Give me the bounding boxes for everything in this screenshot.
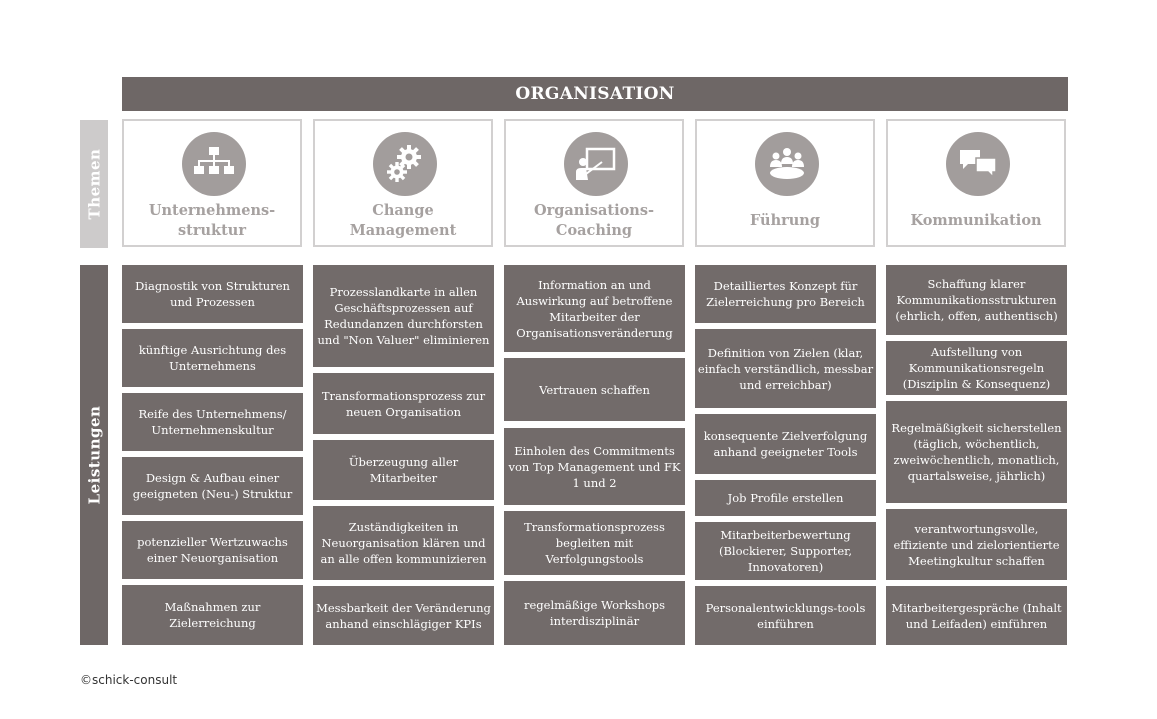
service-cell: Reife des Unternehmens/ Unternehmenskultur bbox=[122, 393, 303, 451]
service-cell: Aufstellung von Kommunikationsregeln (Disziplin & Konsequenz) bbox=[886, 341, 1067, 395]
speech-bubbles-icon bbox=[946, 132, 1010, 196]
header-title: ORGANISATION bbox=[515, 84, 675, 104]
service-cell: Job Profile erstellen bbox=[695, 480, 876, 516]
theme-unternehmensstruktur bbox=[122, 119, 302, 247]
service-cell: Messbarkeit der Veränderung anhand einschlägiger KPIs bbox=[313, 586, 494, 645]
theme-organisations-coaching bbox=[504, 119, 684, 247]
service-cell: potenzieller Wertzuwachs einer Neuorganisation bbox=[122, 521, 303, 579]
service-cell: Information an und Auswirkung auf betroffene Mitarbeiter der Organisationsveränderung bbox=[504, 265, 685, 352]
service-cell: verantwortungsvolle, effiziente und zielorientierte Meetingkultur schaffen bbox=[886, 509, 1067, 580]
service-cell: Prozesslandkarte in allen Geschäftsprozessen auf Redundanzen durchforsten und "Non Valuer" eliminieren bbox=[313, 265, 494, 367]
theme-kommunikation bbox=[886, 119, 1066, 247]
theme-label: Organisations- Coaching bbox=[533, 202, 654, 239]
service-cell: Mitarbeiterbewertung (Blockierer, Supporter, Innovatoren) bbox=[695, 522, 876, 580]
theme-label: Führung bbox=[750, 212, 820, 229]
service-cell: regelmäßige Workshops interdisziplinär bbox=[504, 581, 685, 645]
service-cell: konsequente Zielverfolgung anhand geeigneter Tools bbox=[695, 414, 876, 474]
service-cell: Diagnostik von Strukturen und Prozessen bbox=[122, 265, 303, 323]
leistungen-side-label bbox=[80, 265, 108, 645]
service-cell: künftige Ausrichtung des Unternehmens bbox=[122, 329, 303, 387]
themen-side-label bbox=[80, 120, 108, 248]
leistungen-label: Leistungen bbox=[85, 405, 104, 505]
presentation-icon bbox=[564, 132, 628, 196]
themen-label: Themen bbox=[85, 148, 103, 220]
service-cell: Transformationsprozess begleiten mit Verfolgungstools bbox=[504, 511, 685, 575]
theme-label: Kommunikation bbox=[910, 212, 1042, 229]
service-cell: Mitarbeitergespräche (Inhalt und Leifaden) einführen bbox=[886, 586, 1067, 645]
theme-change-management bbox=[313, 119, 493, 247]
organisation-header bbox=[122, 77, 1068, 111]
service-cell: Personalentwicklungs-tools einführen bbox=[695, 586, 876, 645]
service-cell: Einholen des Commitments von Top Management und FK 1 und 2 bbox=[504, 428, 685, 505]
service-cell: Schaffung klarer Kommunikationsstrukturen (ehrlich, offen, authentisch) bbox=[886, 265, 1067, 335]
service-cell: Transformationsprozess zur neuen Organisation bbox=[313, 373, 494, 434]
gears-icon bbox=[373, 132, 437, 196]
service-cell: Maßnahmen zur Zielerreichung bbox=[122, 585, 303, 645]
service-cell: Zuständigkeiten in Neuorganisation klären und an alle offen kommunizieren bbox=[313, 506, 494, 580]
theme-label: Change Management bbox=[349, 202, 457, 239]
service-cell: Überzeugung aller Mitarbeiter bbox=[313, 440, 494, 500]
theme-fuehrung bbox=[695, 119, 875, 247]
service-cell: Regelmäßigkeit sicherstellen (täglich, wöchentlich, zweiwöchentlich, monatlich, quartalsweise, jährlich) bbox=[886, 401, 1067, 503]
team-meeting-icon bbox=[755, 132, 819, 196]
service-cell: Design & Aufbau einer geeigneten (Neu-) Struktur bbox=[122, 457, 303, 515]
org-chart-icon bbox=[182, 132, 246, 196]
service-cell: Detailliertes Konzept für Zielerreichung pro Bereich bbox=[695, 265, 876, 323]
theme-label: Unternehmens- struktur bbox=[148, 202, 276, 239]
service-cell: Vertrauen schaffen bbox=[504, 358, 685, 421]
service-cell: Definition von Zielen (klar, einfach verständlich, messbar und erreichbar) bbox=[695, 329, 876, 408]
copyright-text: ©schick-consult bbox=[80, 673, 178, 687]
